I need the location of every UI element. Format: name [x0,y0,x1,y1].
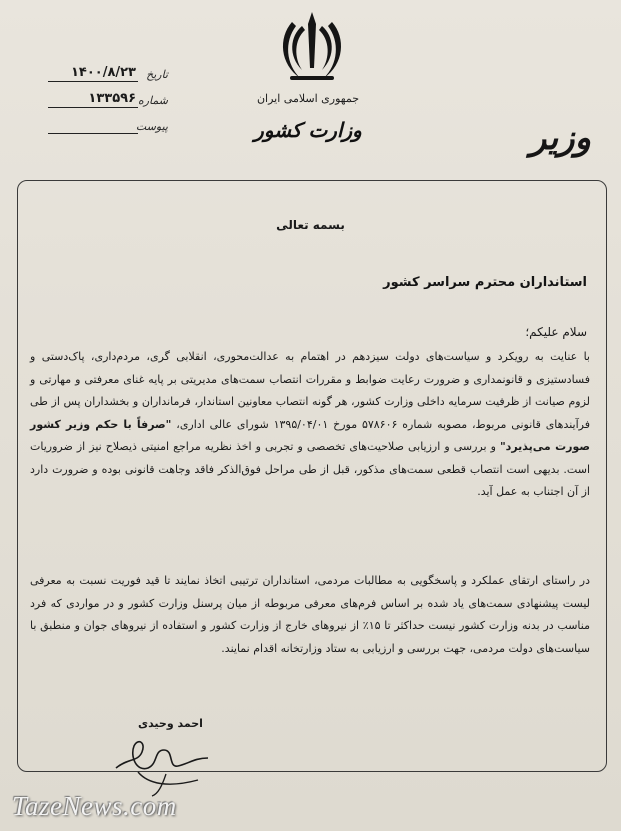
watermark: TazeNews.com [12,791,177,821]
paragraph-1-highlight: "صرفاً با حکم وزیر کشور صورت می‌پذیرد" [30,417,591,453]
basmala: بسمه تعالی [276,218,345,232]
recipient: استانداران محترم سراسر کشور [383,275,587,290]
republic-title: جمهوری اسلامی ایران [256,92,360,105]
paragraph-2: در راستای ارتقای عملکرد و پاسخگویی به مطالبات مردمی، استانداران ترتیبی اتخاذ نمایند تا قید فوریت نسبت به معرفی لیست پیشنهادی سمت‌های یاد شده بر اساس فرم‌های معرفی مربوطه از میان پرسنل وزارت کشور و در مواردی که فرد مناسب در بدنه وزارت کشور نیست حداکثر تا ۱۵٪ از نیروهای خارج از وزارت کشور و استفاده از نیروهای جوان و منطبق با سیاست‌های دولت مردمی، جهت بررسی و ارزیابی به ستاد وزارتخانه اقدام نمایند. [30,574,590,655]
attachment-label: پیوست [135,120,168,133]
number-value: ۱۳۳۵۹۶ [88,91,136,106]
date-row [48,62,168,82]
number-line [48,107,138,108]
date-label: تاریخ [146,68,168,81]
greeting: سلام علیکم؛ [525,325,587,339]
date-line [48,81,138,82]
paragraph-1-part-a: با عنایت به رویکرد و سیاست‌های دولت سیزدهم در اهتمام به عدالت‌محوری، انقلابی گری، مردم‌داری، پاک‌دستی و فسادستیزی و قانونمداری و ضرورت رعایت ضوابط و مقررات انتصاب سمت‌های مدیریتی بر پایه غنای معرفتی و مهارتی و لزوم صیانت از ظرفیت سرمایه داخلی وزارت کشور، هر گونه انتصاب معاونین استاندار، فرمانداران و بخشداران پس از طی فرآیندهای قانونی مربوط، مصوبه شماره ۵۷۸۶۰۶ مورخ ۱۳۹۵/۰۴/۰۱ شورای عالی اداری، [30,350,591,431]
signature-icon [108,728,218,800]
number-row [48,88,168,108]
office-title: وزیر [529,118,591,158]
paragraph-1-part-b: و بررسی و ارزیابی صلاحیت‌های تخصصی و تجربی و اخذ نظریه مراجع امنیتی ذیصلاح نیز از ضروریات است. بدیهی است انتصاب قطعی سمت‌های مذکور، قبل از طی مراحل فوق‌الذکر فاقد وجاهت قانونی بوده و ضرورت دارد از آن اجتناب به عمل آید. [30,440,590,498]
date-value: ۱۴۰۰/۸/۲۳ [70,65,136,80]
paragraph-1 [30,346,590,504]
signer-name: احمد وحیدی [138,717,203,730]
attachment-line [48,133,138,134]
attachment-row [48,114,168,134]
iran-emblem-icon [272,8,352,86]
ministry-title: وزارت کشور [254,118,362,142]
number-label: شماره [137,94,168,107]
